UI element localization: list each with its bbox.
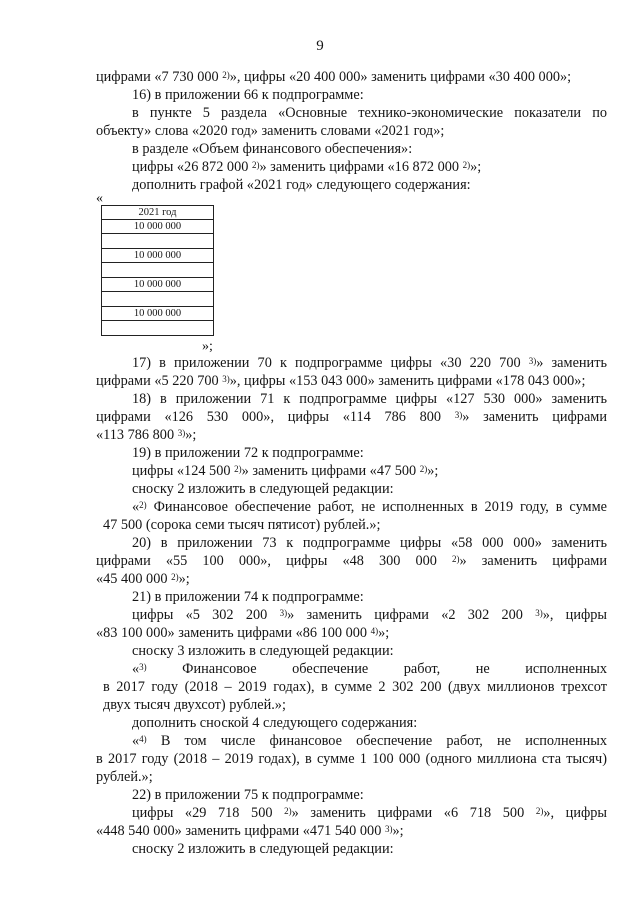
table-header-row xyxy=(102,206,214,220)
table-row xyxy=(102,234,214,249)
text-line: дополнить сноской 4 следующего содержания: xyxy=(132,715,418,731)
text-line: двух тысяч двухсот) рублей.»; xyxy=(103,697,286,713)
text-line: «83 100 000» заменить цифрами «86 100 000 $^{4)}$»; xyxy=(96,625,390,641)
table-row xyxy=(102,263,214,278)
text-line: в пункте 5 раздела «Основные технико-экономические показатели по xyxy=(132,105,607,121)
text-line: 21) в приложении 74 к подпрограмме: xyxy=(132,589,364,605)
page-number: 9 xyxy=(316,38,324,54)
table-header-cell: 2021 год xyxy=(102,206,214,220)
table-row xyxy=(102,278,214,292)
table-cell xyxy=(102,234,214,249)
text-line: «$^{3)}$ Финансовое обеспечение работ, не исполненных xyxy=(132,661,607,677)
text-line: цифры «5 302 200 $^{3)}$» заменить цифрами «2 302 200 $^{3)}$», цифры xyxy=(132,607,607,623)
text-line: 20) в приложении 73 к подпрограмме цифры «58 000 000» заменить xyxy=(132,535,607,551)
table-cell xyxy=(102,321,214,336)
table-cell: 10 000 000 xyxy=(102,307,214,321)
table-row xyxy=(102,220,214,234)
text-line: «$^{4)}$ В том числе финансовое обеспечение работ, не исполненных xyxy=(132,733,607,749)
table-row xyxy=(102,321,214,336)
text-line: «113 786 800 $^{3)}$»; xyxy=(96,427,197,443)
text-line: цифрами «55 100 000», цифры «48 300 000 $^{2)}$» заменить цифрами xyxy=(96,553,607,569)
text-line: «448 540 000» заменить цифрами «471 540 000 $^{3)}$»; xyxy=(96,823,404,839)
table-row xyxy=(102,292,214,307)
close-quote: »; xyxy=(202,339,213,354)
text-line: 18) в приложении 71 к подпрограмме цифры «127 530 000» заменить xyxy=(132,391,607,407)
text-line: 16) в приложении 66 к подпрограмме: xyxy=(132,87,364,103)
text-line: цифры «124 500 $^{2)}$» заменить цифрами «47 500 $^{2)}$»; xyxy=(132,463,439,479)
text-line: в 2017 году (2018 – 2019 годах), в сумме 1 100 000 (одного миллиона ста тысяч) xyxy=(96,751,607,767)
text-line: сноску 2 изложить в следующей редакции: xyxy=(132,841,394,857)
text-line: дополнить графой «2021 год» следующего содержания: xyxy=(132,177,471,193)
text-line: 19) в приложении 72 к подпрограмме: xyxy=(132,445,364,461)
text-line: 47 500 (сорока семи тысяч пятисот) рублей.»; xyxy=(103,517,381,533)
table-cell: 10 000 000 xyxy=(102,220,214,234)
table-cell: 10 000 000 xyxy=(102,278,214,292)
text-line: «45 400 000 $^{2)}$»; xyxy=(96,571,190,587)
inserted-column-table xyxy=(101,205,214,336)
text-line: цифрами «5 220 700 $^{3)}$», цифры «153 043 000» заменить цифрами «178 043 000»; xyxy=(96,373,586,389)
text-line: «$^{2)}$ Финансовое обеспечение работ, не исполненных в 2019 году, в сумме xyxy=(132,499,607,515)
text-line: сноску 3 изложить в следующей редакции: xyxy=(132,643,394,659)
text-line: цифрами «7 730 000 $^{2)}$», цифры «20 400 000» заменить цифрами «30 400 000»; xyxy=(96,69,572,85)
text-line: объекту» слова «2020 год» заменить словами «2021 год»; xyxy=(96,123,445,139)
text-line: 22) в приложении 75 к подпрограмме: xyxy=(132,787,364,803)
text-line: в разделе «Объем финансового обеспечения»: xyxy=(132,141,413,157)
text-line: цифры «29 718 500 $^{2)}$» заменить цифрами «6 718 500 $^{2)}$», цифры xyxy=(132,805,607,821)
text-line: 17) в приложении 70 к подпрограмме цифры «30 220 700 $^{3)}$» заменить xyxy=(132,355,607,371)
text-line: цифры «26 872 000 $^{2)}$» заменить цифрами «16 872 000 $^{2)}$»; xyxy=(132,159,482,175)
table-row xyxy=(102,249,214,263)
text-line: рублей.»; xyxy=(96,769,153,785)
table-cell: 10 000 000 xyxy=(102,249,214,263)
table-row xyxy=(102,307,214,321)
text-line: цифрами «126 530 000», цифры «114 786 800 $^{3)}$» заменить цифрами xyxy=(96,409,607,425)
table-cell xyxy=(102,292,214,307)
open-quote: « xyxy=(96,191,103,206)
text-line: в 2017 году (2018 – 2019 годах), в сумме 2 302 200 (двух миллионов трехсот xyxy=(103,679,607,695)
table-cell xyxy=(102,263,214,278)
text-line: сноску 2 изложить в следующей редакции: xyxy=(132,481,394,497)
